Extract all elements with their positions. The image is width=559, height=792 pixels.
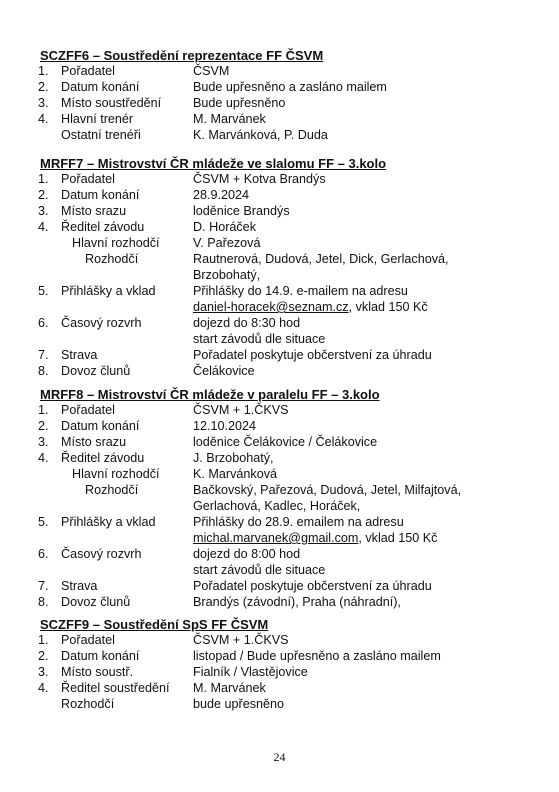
section-title: SCZFF9 – Soustředění SpS FF ČSVM [40,617,269,632]
row-value: K. Marvánková [193,467,277,481]
row-value: Gerlachová, Kadlec, Horáček, [193,499,361,513]
info-row [0,235,559,251]
row-label: Rozhodčí [85,483,139,497]
row-value: Čelákovice [193,364,255,378]
row-number: 1. [38,403,49,417]
row-label: Pořadatel [61,633,115,647]
row-number: 7. [38,348,49,362]
info-row [0,187,559,203]
row-value: ČSVM [193,64,230,78]
row-label: Ředitel závodu [61,451,145,465]
row-value: Bačkovský, Pařezová, Dudová, Jetel, Milfajtová, [193,483,462,497]
info-row [0,331,559,347]
row-value: K. Marvánková, P. Duda [193,128,328,142]
row-label: Strava [61,579,98,593]
row-number: 4. [38,112,49,126]
row-value: Rautnerová, Dudová, Jetel, Dick, Gerlachová, [193,252,449,266]
info-row [0,648,559,664]
info-row [0,127,559,143]
row-label: Místo soustředění [61,96,162,110]
info-row [0,267,559,283]
row-number: 5. [38,515,49,529]
row-number: 6. [38,547,49,561]
row-label: Časový rozvrh [61,547,142,561]
row-number: 2. [38,80,49,94]
info-row [0,203,559,219]
info-row [0,562,559,578]
info-row [0,594,559,610]
info-row [0,63,559,79]
section-title: MRFF7 – Mistrovství ČR mládeže ve slalomu FF – 3.kolo [40,156,387,171]
info-row [0,632,559,648]
info-row [0,219,559,235]
row-value: listopad / Bude upřesněno a zasláno mailem [193,649,441,663]
info-row [0,498,559,514]
row-label: Hlavní rozhodčí [72,467,160,481]
row-value: Bude upřesněno [193,96,286,110]
row-value: start závodů dle situace [193,563,326,577]
row-number: 1. [38,172,49,186]
row-value: bude upřesněno [193,697,285,711]
info-row [0,546,559,562]
section-rows [0,63,559,143]
info-row [0,664,559,680]
info-row [0,299,559,315]
row-label: Strava [61,348,98,362]
row-label: Místo srazu [61,204,127,218]
row-number: 1. [38,64,49,78]
row-number: 4. [38,451,49,465]
info-row [0,347,559,363]
row-number: 3. [38,96,49,110]
row-value: dojezd do 8:30 hod [193,316,301,330]
info-row [0,283,559,299]
info-row [0,95,559,111]
row-value: daniel-horacek@seznam.cz, vklad 150 Kč [193,300,428,314]
row-number: 3. [38,204,49,218]
row-number: 2. [38,188,49,202]
row-label: Dovoz člunů [61,595,131,609]
email-link[interactable]: michal.marvanek@gmail.com [193,531,359,545]
row-label: Místo srazu [61,435,127,449]
info-row [0,315,559,331]
info-row [0,79,559,95]
row-label: Datum konání [61,649,140,663]
row-value: 28.9.2024 [193,188,250,202]
row-number: 6. [38,316,49,330]
info-row [0,111,559,127]
row-label: Přihlášky a vklad [61,515,156,529]
info-row [0,363,559,379]
section-title: SCZFF6 – Soustředění reprezentace FF ČSVM [40,48,324,63]
row-number: 5. [38,284,49,298]
row-label: Pořadatel [61,64,115,78]
fee-text: vklad 150 Kč [365,531,438,545]
row-value: ČSVM + Kotva Brandýs [193,172,326,186]
row-value: ČSVM + 1.ČKVS [193,633,289,647]
row-label: Hlavní trenér [61,112,134,126]
info-row [0,530,559,546]
row-number: 7. [38,579,49,593]
row-value: Přihlášky do 28.9. emailem na adresu [193,515,404,529]
row-label: Přihlášky a vklad [61,284,156,298]
row-value: V. Pařezová [193,236,261,250]
row-number: 3. [38,435,49,449]
row-label: Ředitel závodu [61,220,145,234]
row-value: Fialník / Vlastějovice [193,665,308,679]
page-number: 24 [273,750,286,764]
info-row [0,578,559,594]
row-value: Pořadatel poskytuje občerstvení za úhradu [193,579,432,593]
row-label: Datum konání [61,188,140,202]
info-row [0,450,559,466]
row-value: dojezd do 8:00 hod [193,547,301,561]
row-value: Brzobohatý, [193,268,261,282]
section-rows [0,402,559,610]
row-number: 8. [38,595,49,609]
row-value: Bude upřesněno a zasláno mailem [193,80,387,94]
row-number: 8. [38,364,49,378]
info-row [0,402,559,418]
row-label: Ostatní trenéři [61,128,141,142]
row-label: Rozhodčí [61,697,115,711]
row-value: michal.marvanek@gmail.com, vklad 150 Kč [193,531,438,545]
info-row [0,482,559,498]
row-number: 1. [38,633,49,647]
row-value: start závodů dle situace [193,332,326,346]
row-value: Pořadatel poskytuje občerstvení za úhradu [193,348,432,362]
row-label: Datum konání [61,419,140,433]
row-value: loděnice Čelákovice / Čelákovice [193,435,378,449]
fee-text: vklad 150 Kč [355,300,428,314]
row-label: Časový rozvrh [61,316,142,330]
row-label: Místo soustř. [61,665,134,679]
row-value: Brandýs (závodní), Praha (náhradní), [193,595,401,609]
row-label: Ředitel soustředění [61,681,170,695]
info-row [0,171,559,187]
email-link[interactable]: daniel-horacek@seznam.cz [193,300,349,314]
row-label: Pořadatel [61,172,115,186]
row-value: ČSVM + 1.ČKVS [193,403,289,417]
section-rows [0,171,559,379]
row-value: 12.10.2024 [193,419,257,433]
row-number: 2. [38,419,49,433]
info-row [0,251,559,267]
row-label: Dovoz člunů [61,364,131,378]
section-rows [0,632,559,712]
row-value: Přihlášky do 14.9. e-mailem na adresu [193,284,408,298]
info-row [0,418,559,434]
row-value: M. Marvánek [193,112,266,126]
row-number: 4. [38,220,49,234]
section-title: MRFF8 – Mistrovství ČR mládeže v paralelu FF – 3.kolo [40,387,380,402]
row-value: D. Horáček [193,220,256,234]
row-value: J. Brzobohatý, [193,451,274,465]
row-label: Rozhodčí [85,252,139,266]
row-value: M. Marvánek [193,681,266,695]
row-label: Datum konání [61,80,140,94]
row-label: Hlavní rozhodčí [72,236,160,250]
row-number: 2. [38,649,49,663]
row-value: loděnice Brandýs [193,204,290,218]
row-number: 3. [38,665,49,679]
info-row [0,434,559,450]
info-row [0,696,559,712]
row-number: 4. [38,681,49,695]
info-row [0,680,559,696]
row-label: Pořadatel [61,403,115,417]
info-row [0,514,559,530]
info-row [0,466,559,482]
